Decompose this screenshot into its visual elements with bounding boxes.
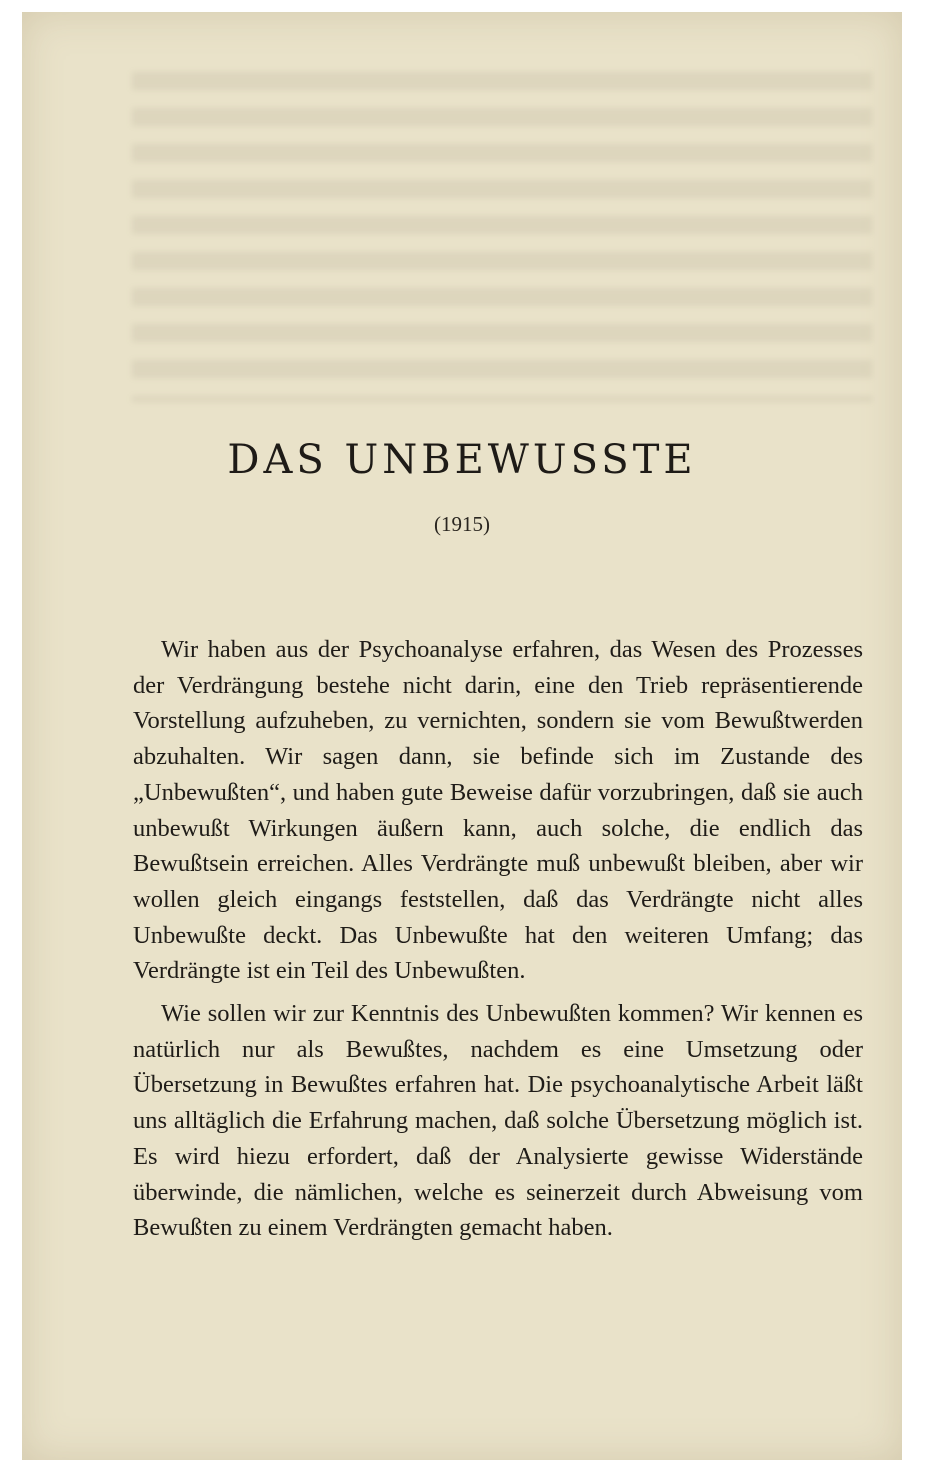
chapter-year: (1915) (434, 512, 490, 536)
bleed-through-shadow (132, 72, 872, 402)
paragraph-1: Wir haben aus der Psychoanalyse erfahren, das Wesen des Prozesses der Verdrängung bestehe nicht darin, eine den Trieb repräsentierende Vorstellung aufzuheben, zu vernichten, sondern sie vom Bewußtwerden abzuhalten. Wir sagen dann, sie befinde sich im Zustande des „Unbewußten“, und haben gute Beweise dafür vorzubringen, daß sie auch unbewußt Wirkungen äußern kann, auch solche, die endlich das Bewußtsein erreichen. Alles Verdrängte muß unbewußt bleiben, aber wir wollen gleich eingangs feststellen, daß das Verdrängte nicht alles Unbewußte deckt. Das Unbewußte hat den weiteren Umfang; das Verdrängte ist ein Teil des Unbewußten. (133, 636, 863, 985)
body-text (133, 632, 863, 1253)
chapter-title: DAS UNBEWUSSTE (227, 437, 697, 483)
paragraph-2: Wie sollen wir zur Kenntnis des Unbewußten kommen? Wir kennen es natürlich nur als Bewußtes, nachdem es eine Umsetzung oder Übersetzung in Bewußtes erfahren hat. Die psychoanalytische Arbeit läßt uns alltäglich die Erfahrung machen, daß solche Übersetzung möglich ist. Es wird hiezu erfordert, daß der Analysierte gewisse Widerstände überwinde, die nämlichen, welche es seinerzeit durch Abweisung vom Bewußten zu einem Verdrängten gemacht haben. (133, 1000, 863, 1242)
book-page (22, 12, 902, 1460)
